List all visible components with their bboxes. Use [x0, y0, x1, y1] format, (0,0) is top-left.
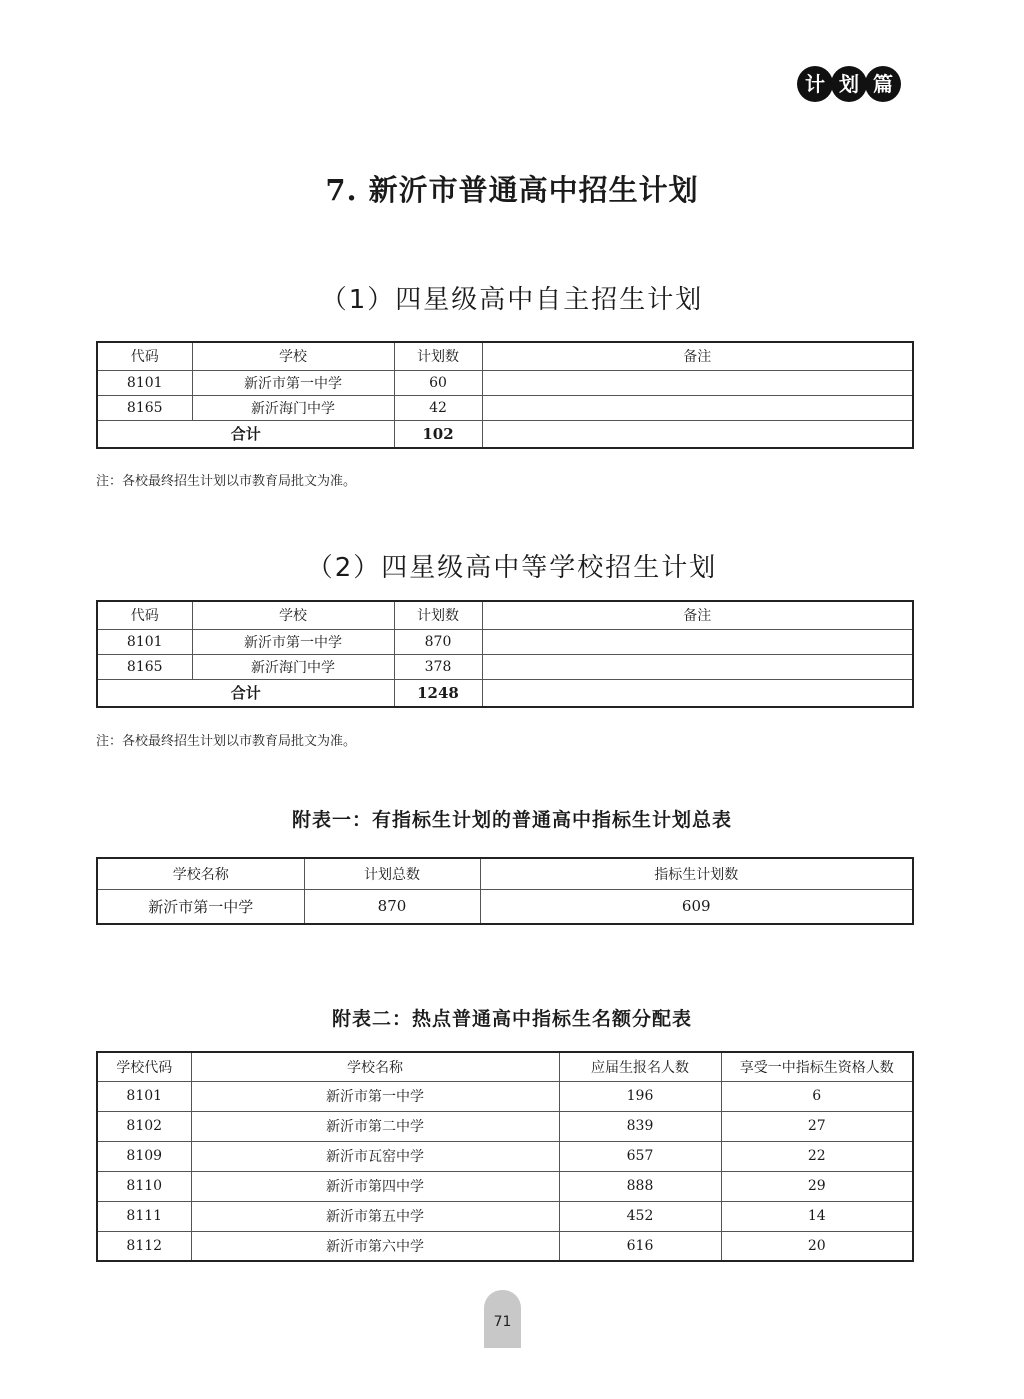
code-cell: 8101	[97, 1081, 191, 1111]
total-row	[97, 420, 913, 448]
code-cell: 8110	[97, 1171, 191, 1201]
badge-char: 计	[797, 66, 833, 102]
quota-cell: 20	[721, 1231, 913, 1261]
header-cell: 计划总数	[304, 858, 480, 889]
header-cell: 计划数	[394, 342, 482, 370]
table-row	[97, 395, 913, 420]
remark-cell	[482, 629, 913, 654]
code-cell: 8101	[97, 370, 192, 395]
applicants-cell: 888	[559, 1171, 721, 1201]
page-number: 71	[484, 1290, 521, 1348]
header-cell: 应届生报名人数	[559, 1052, 721, 1081]
school-cell: 新沂市第四中学	[191, 1171, 559, 1201]
plan-cell: 870	[394, 629, 482, 654]
total-value: 102	[394, 420, 482, 448]
school-cell: 新沂市第六中学	[191, 1231, 559, 1261]
header-cell: 学校	[192, 342, 394, 370]
total-label: 合计	[97, 420, 394, 448]
school-cell: 新沂市第一中学	[192, 370, 394, 395]
table-row	[97, 370, 913, 395]
school-cell: 新沂市第二中学	[191, 1111, 559, 1141]
code-cell: 8111	[97, 1201, 191, 1231]
table-header-row	[97, 342, 913, 370]
total-label: 合计	[97, 679, 394, 707]
remark-cell	[482, 654, 913, 679]
page-title: 7. 新沂市普通高中招生计划	[325, 173, 699, 207]
total-cell: 870	[304, 889, 480, 924]
quota-cell: 14	[721, 1201, 913, 1231]
section2-title: （2）四星级高中等学校招生计划	[306, 553, 718, 583]
school-cell: 新沂市瓦窑中学	[191, 1141, 559, 1171]
total-row	[97, 679, 913, 707]
appendix1-table	[96, 857, 914, 925]
quota-cell: 6	[721, 1081, 913, 1111]
header-cell: 备注	[482, 342, 913, 370]
plan-cell: 378	[394, 654, 482, 679]
badge-char: 划	[831, 66, 867, 102]
header-cell: 学校	[192, 601, 394, 629]
plan-cell: 60	[394, 370, 482, 395]
code-cell: 8165	[97, 395, 192, 420]
code-cell: 8112	[97, 1231, 191, 1261]
remark-cell	[482, 370, 913, 395]
section1-table	[96, 341, 914, 449]
plan-cell: 42	[394, 395, 482, 420]
header-cell: 代码	[97, 601, 192, 629]
school-cell: 新沂海门中学	[192, 395, 394, 420]
applicants-cell: 616	[559, 1231, 721, 1261]
quota-cell: 22	[721, 1141, 913, 1171]
table-row	[97, 1111, 913, 1141]
code-cell: 8101	[97, 629, 192, 654]
applicants-cell: 452	[559, 1201, 721, 1231]
total-value: 1248	[394, 679, 482, 707]
header-cell: 学校名称	[97, 858, 304, 889]
applicants-cell: 839	[559, 1111, 721, 1141]
code-cell: 8102	[97, 1111, 191, 1141]
table-row	[97, 889, 913, 924]
quota-cell: 29	[721, 1171, 913, 1201]
table-row	[97, 1171, 913, 1201]
appendix1-title: 附表一：有指标生计划的普通高中指标生计划总表	[291, 809, 732, 831]
school-cell: 新沂市第五中学	[191, 1201, 559, 1231]
school-cell: 新沂市第一中学	[97, 889, 304, 924]
badge-char: 篇	[865, 66, 901, 102]
school-cell: 新沂海门中学	[192, 654, 394, 679]
table-row	[97, 1201, 913, 1231]
chapter-badge	[797, 66, 901, 102]
applicants-cell: 657	[559, 1141, 721, 1171]
remark-cell	[482, 420, 913, 448]
header-cell: 代码	[97, 342, 192, 370]
appendix2-table	[96, 1051, 914, 1262]
quota-cell: 27	[721, 1111, 913, 1141]
table-row	[97, 629, 913, 654]
remark-cell	[482, 395, 913, 420]
section2-table	[96, 600, 914, 708]
table-row	[97, 1231, 913, 1261]
code-cell: 8109	[97, 1141, 191, 1171]
table-header-row	[97, 858, 913, 889]
code-cell: 8165	[97, 654, 192, 679]
section1-note: 注：各校最终招生计划以市教育局批文为准。	[96, 474, 357, 489]
header-cell: 备注	[482, 601, 913, 629]
header-cell: 学校名称	[191, 1052, 559, 1081]
school-cell: 新沂市第一中学	[192, 629, 394, 654]
header-cell: 享受一中指标生资格人数	[721, 1052, 913, 1081]
table-row	[97, 1081, 913, 1111]
quota-cell: 609	[480, 889, 913, 924]
section1-title: （1）四星级高中自主招生计划	[320, 285, 704, 315]
appendix2-title: 附表二：热点普通高中指标生名额分配表	[331, 1008, 692, 1030]
remark-cell	[482, 679, 913, 707]
header-cell: 学校代码	[97, 1052, 191, 1081]
school-cell: 新沂市第一中学	[191, 1081, 559, 1111]
table-row	[97, 1141, 913, 1171]
table-header-row	[97, 1052, 913, 1081]
table-header-row	[97, 601, 913, 629]
applicants-cell: 196	[559, 1081, 721, 1111]
header-cell: 计划数	[394, 601, 482, 629]
header-cell: 指标生计划数	[480, 858, 913, 889]
table-row	[97, 654, 913, 679]
section2-note: 注：各校最终招生计划以市教育局批文为准。	[96, 734, 357, 749]
